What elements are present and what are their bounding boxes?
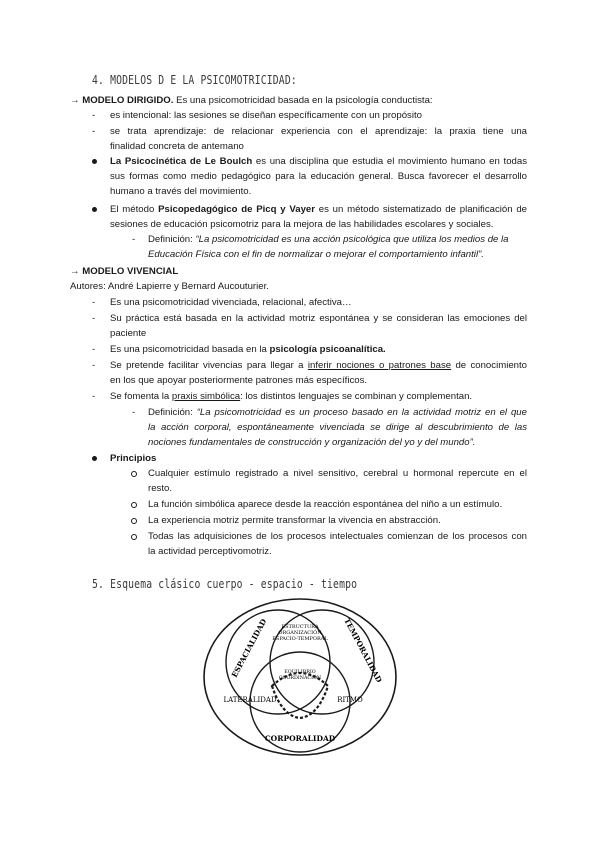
label-organizacion: ORGANIZACIÓN (278, 630, 322, 636)
circle-bullet (131, 502, 137, 508)
bullet-le-boulch (110, 156, 527, 168)
bullet-picq-vayer (110, 204, 527, 216)
label-espacialidad: ESPACIALIDAD (229, 617, 269, 679)
item4-pre: Se pretende facilitar vivencias para llegar a (110, 360, 308, 371)
modelo-dirigido-line (70, 95, 433, 107)
picq-definition (148, 234, 509, 246)
principio-4-cont: la actividad perceptivomotriz. (148, 546, 272, 557)
bullet-dot (92, 159, 97, 164)
principios-title: Principios (110, 453, 157, 464)
section-5-title: 5. Esquema clásico cuerpo - espacio - tiempo (92, 576, 358, 591)
principio-3: La experiencia motriz permite transformar la vivencia en abstracción. (148, 515, 441, 526)
venn-diagram (200, 590, 400, 760)
vivencial-item-3 (110, 344, 386, 356)
picq-pre: El método (110, 204, 159, 215)
item4-underlined: inferir nociones o patrones base (307, 360, 452, 371)
viv-def-text-1: “La psicomotricidad es un proceso basado en la actividad motriz en el que (196, 407, 527, 418)
def-label: Definición: (148, 234, 196, 245)
le-boulch-rest: es una disciplina que estudia el movimiento humano en todas (252, 156, 527, 167)
label-equilibrio: EQUILIBRIO (284, 670, 316, 675)
vivencial-authors: Autores: André Lapierre y Bernard Aucouturier. (70, 281, 269, 292)
picq-bold: Psicopedagógico de Picq y Vayer (158, 204, 315, 215)
section-4-title: 4. MODELOS D E LA PSICOMOTRICIDAD: (92, 72, 297, 87)
arrow-icon: → (70, 95, 80, 106)
label-temporalidad: TEMPORALIDAD (342, 616, 384, 685)
dash-marker: - (92, 360, 96, 371)
principio-2: La función simbólica aparece desde la reacción espontánea del niño a un estímulo. (148, 499, 503, 510)
modelo-vivencial-title: MODELO VIVENCIAL (82, 266, 179, 277)
label-estructura: ESTRUCTURA (281, 624, 319, 630)
modelo-vivencial-line (70, 266, 178, 278)
dash-marker: - (132, 407, 136, 418)
vivencial-item-2-cont: paciente (110, 328, 147, 339)
item4-post: de conocimiento (451, 360, 527, 371)
item3-pre: Es una psicomotricidad basada en la (110, 344, 270, 355)
label-coordinacion: COORDINACIÓN (278, 676, 322, 681)
modelo-dirigido-title: MODELO DIRIGIDO. (82, 95, 174, 106)
vivencial-definition (148, 407, 527, 419)
dash-marker: - (92, 391, 96, 402)
vivencial-item-1: Es una psicomotricidad vivenciada, relacional, afectiva… (110, 297, 352, 308)
vivencial-item-4 (110, 360, 527, 372)
modelo-dirigido-intro: Es una psicomotricidad basada en la psicología conductista: (173, 95, 433, 106)
item3-bold: psicología psicoanalítica. (269, 344, 386, 355)
dirigido-item-1: es intencional: las sesiones se diseñan específicamente con un propósito (110, 110, 422, 121)
dash-marker: - (92, 297, 96, 308)
vivencial-item-4-cont: en los que apoyar posteriormente patrones más específicos. (110, 375, 368, 386)
dash-marker: - (92, 110, 96, 121)
viv-def-label: Definición: (148, 407, 197, 418)
circle-bullet (131, 471, 137, 477)
dirigido-item-2-cont: finalidad concreta de antemano (110, 141, 244, 152)
item5-pre: Se fomenta la (110, 391, 172, 402)
dash-marker: - (92, 126, 96, 137)
vivencial-item-5 (110, 391, 472, 403)
dirigido-item-2: se trata aprendizaje: de relacionar experiencia con el aprendizaje: la praxia tiene una (110, 126, 527, 137)
bullet-dot (92, 456, 97, 461)
dash-marker: - (92, 344, 96, 355)
principio-1: Cualquier estímulo registrado a nivel sensitivo, cerebral u hormonal repercute en el (148, 468, 527, 479)
circle-bullet (131, 534, 137, 540)
def-text-1: “La psicomotricidad es una acción psicológica que utiliza los medios de la (195, 234, 509, 245)
vivencial-item-2: Su práctica está basada en la actividad motriz espontánea y se consideran las emociones del (110, 313, 527, 324)
label-corporalidad: CORPORALIDAD (264, 734, 336, 743)
vivencial-definition-2: la acción corporal, espontáneamente vivenciada se dirige al descubrimiento de las (148, 422, 527, 433)
vivencial-definition-3: nociones fundamentales de construcción y organización del yo y del mundo”. (148, 437, 476, 448)
principio-4: Todas las adquisiciones de los procesos intelectuales comienzan de los procesos con (148, 531, 527, 542)
picq-rest: es un método sistematizado de planificación de (315, 204, 527, 215)
label-ritmo: RITMO (337, 696, 363, 704)
dash-marker: - (132, 234, 136, 245)
circle-bullet (131, 518, 137, 524)
principio-1-cont: resto. (148, 483, 172, 494)
bullet-dot (92, 207, 97, 212)
arrow-icon: → (70, 266, 80, 277)
picq-line-2: sesiones de educación psicomotriz para la mejora de las habilidades escolares y sociales. (110, 219, 494, 230)
label-espacio-temporal: ESPACIO-TEMPORAL (272, 636, 328, 642)
le-boulch-line-2: sus formas como medio pedagógico para la educación general. Busca favorecer el desarrollo (110, 171, 527, 182)
le-boulch-line-3: humano a través del movimiento. (110, 186, 252, 197)
item5-post: : los distintos lenguajes se combinan y complementan. (240, 391, 473, 402)
le-boulch-bold: La Psicocinética de Le Boulch (110, 156, 253, 167)
dash-marker: - (92, 313, 96, 324)
picq-definition-2: Educación Física con el fin de normalizar o mejorar el comportamiento infantil”. (148, 249, 484, 260)
item5-underlined: praxis simbólica (171, 391, 241, 402)
label-lateralidad: LATERALIDAD (223, 696, 277, 704)
